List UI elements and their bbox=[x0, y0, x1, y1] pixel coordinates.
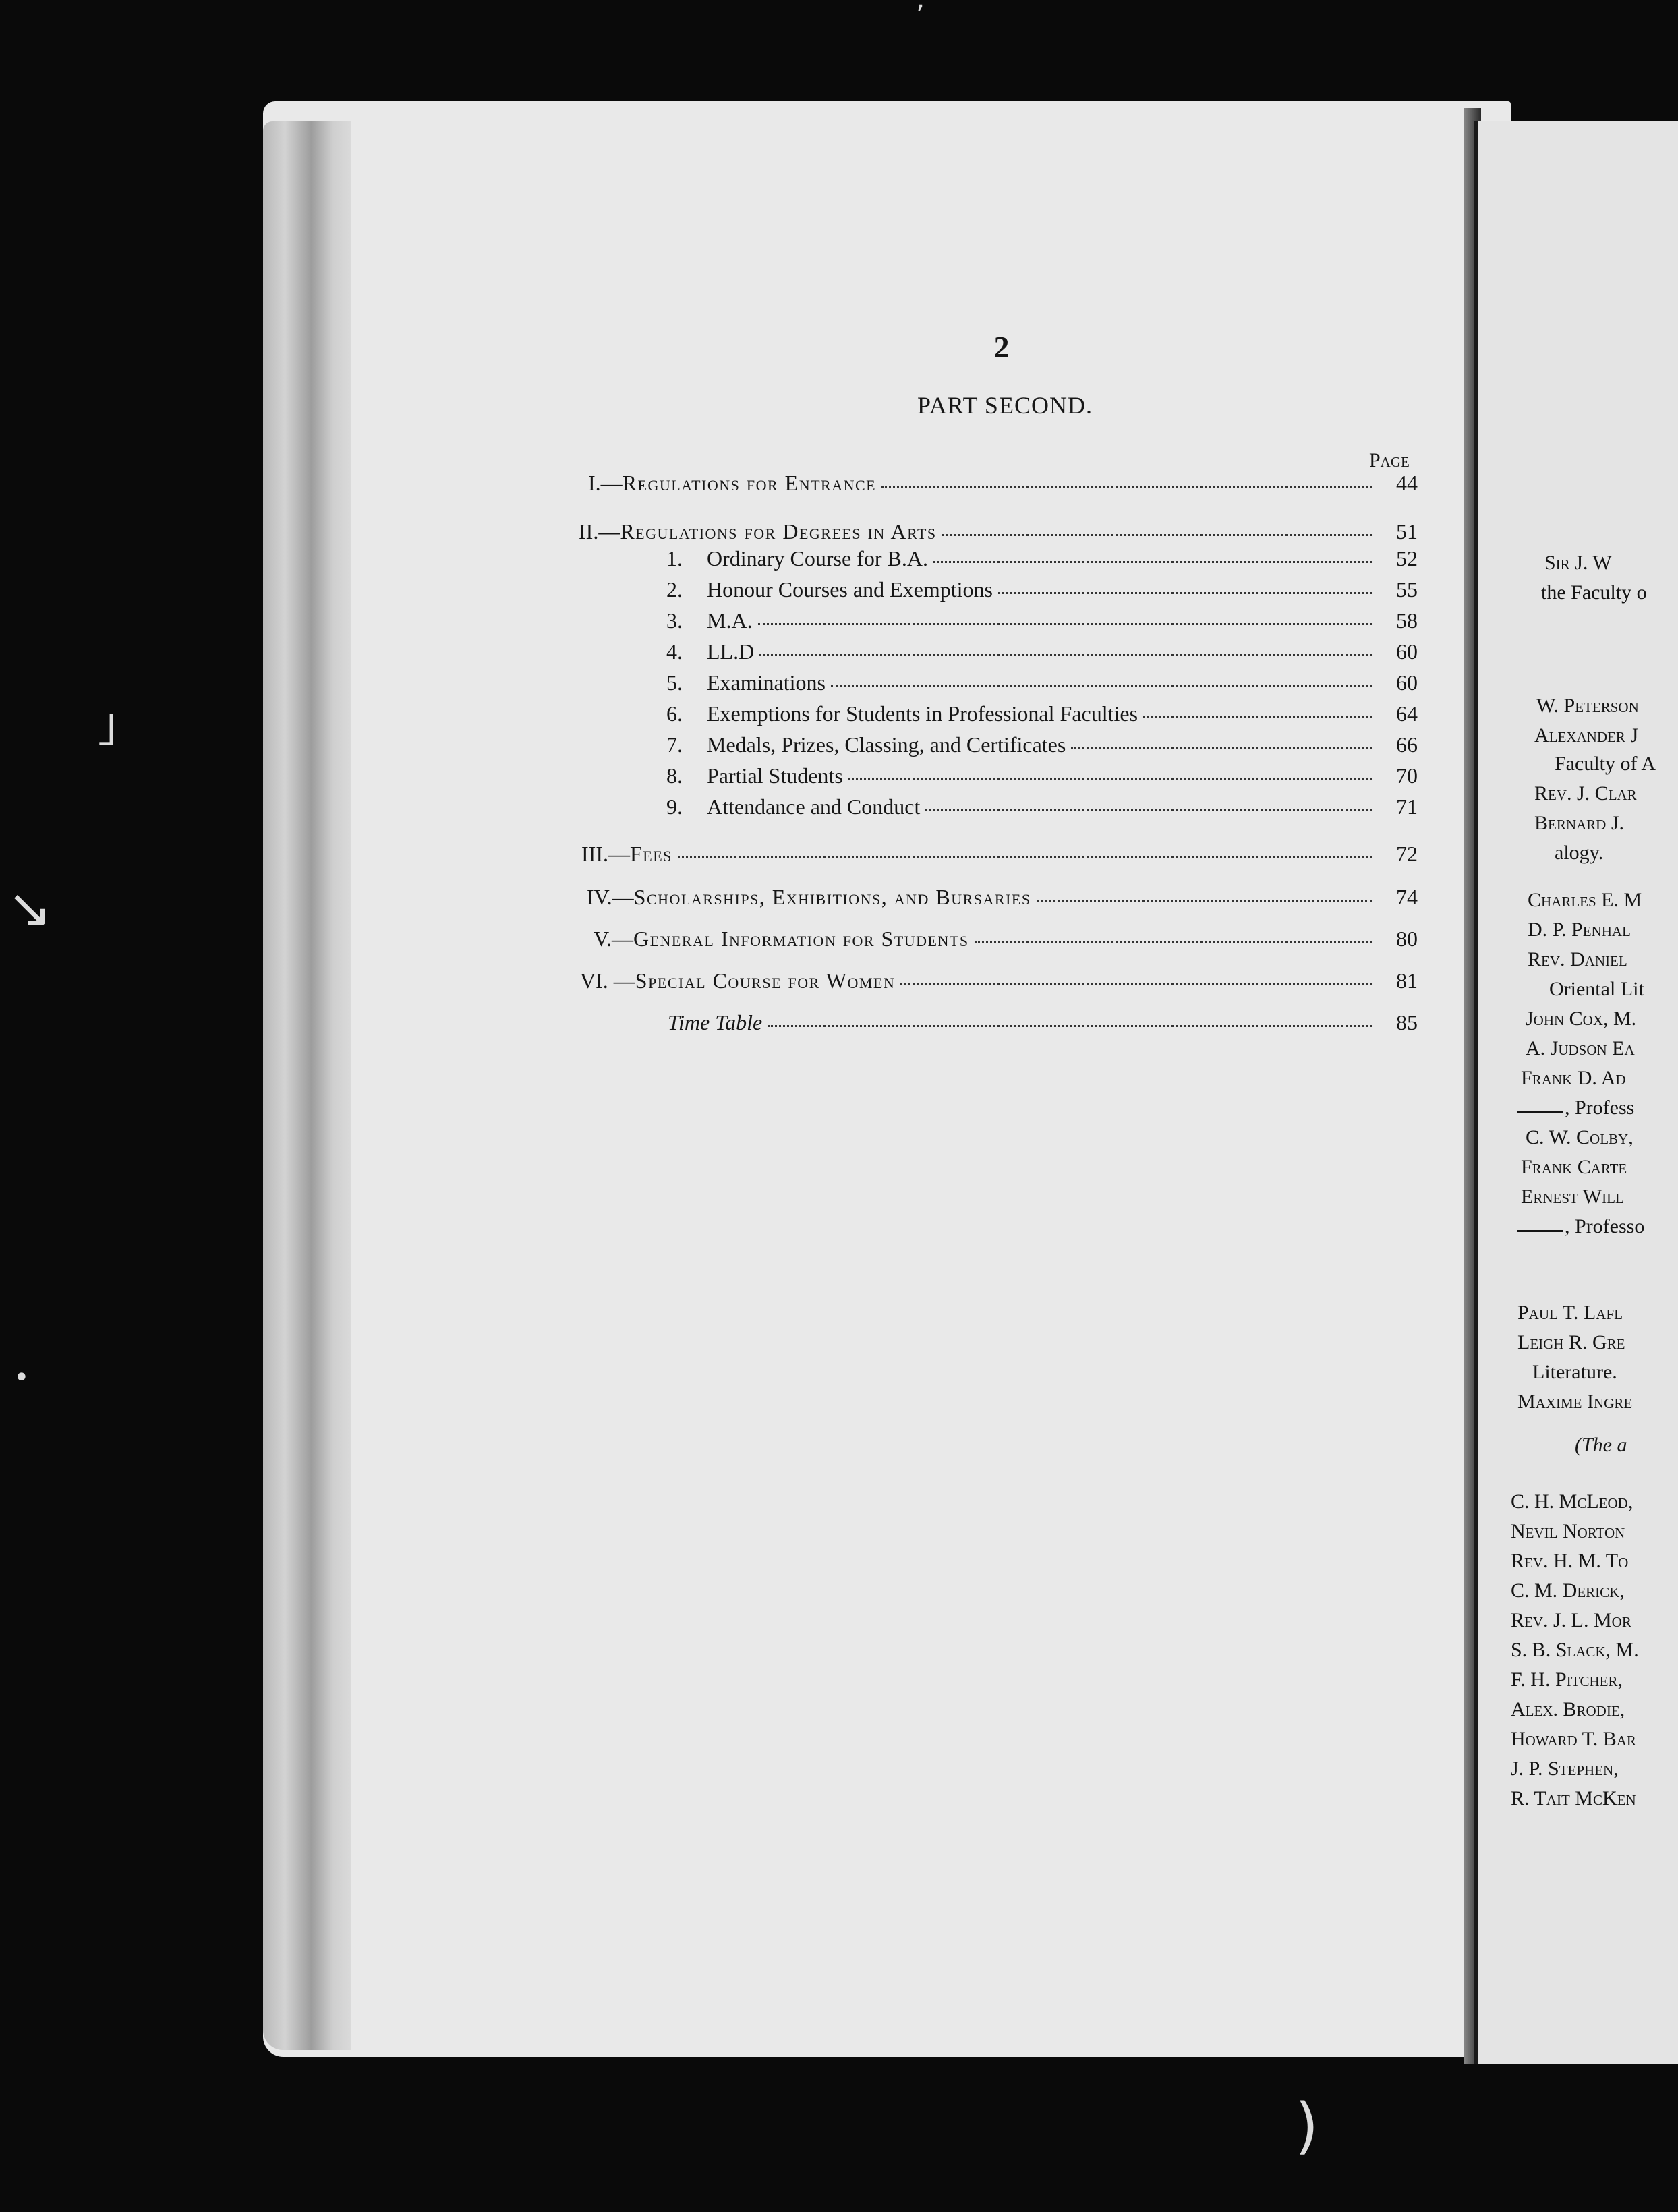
right-page-line: D. P. Penhal bbox=[1528, 919, 1631, 941]
scan-artifact: ) bbox=[1295, 2091, 1319, 2161]
toc-entry-label: LL.D bbox=[707, 639, 755, 664]
toc-entry-label: Examinations bbox=[707, 670, 826, 695]
toc-entry-page: 52 bbox=[1396, 546, 1418, 571]
toc-entry-page: 71 bbox=[1396, 794, 1418, 819]
right-page-line: Rev. Daniel bbox=[1528, 948, 1627, 970]
dash-line bbox=[1517, 1111, 1563, 1113]
toc-entry-label: Exemptions for Students in Professional Faculties bbox=[707, 701, 1138, 726]
right-page-line: Rev. J. Clar bbox=[1534, 782, 1637, 805]
toc-entry-page: 74 bbox=[1396, 885, 1418, 909]
toc-entry-number: 3. bbox=[666, 608, 683, 633]
dot-leader bbox=[678, 856, 1372, 858]
toc-entry-label: Regulations for Entrance bbox=[622, 471, 877, 495]
dot-leader bbox=[758, 623, 1372, 625]
toc-entry-page: 51 bbox=[1396, 519, 1418, 544]
toc-entry-number: 6. bbox=[666, 701, 683, 726]
toc-entry bbox=[666, 639, 1418, 664]
toc-entry-number: 7. bbox=[666, 732, 683, 757]
section-heading: PART SECOND. bbox=[917, 392, 1093, 419]
right-page-line: alogy. bbox=[1555, 842, 1604, 864]
toc-entry-number: 2. bbox=[666, 577, 683, 602]
toc-entry bbox=[594, 927, 1418, 952]
toc-entry bbox=[666, 701, 1418, 726]
right-page-line: Alex. Brodie, bbox=[1511, 1698, 1625, 1720]
dot-leader bbox=[1071, 747, 1372, 749]
right-page-line: Rev. J. L. Mor bbox=[1511, 1609, 1631, 1631]
right-page-line: Paul T. Lafl bbox=[1517, 1302, 1623, 1324]
right-page-line: (The a bbox=[1575, 1434, 1627, 1456]
right-page-line: the Faculty o bbox=[1541, 581, 1647, 604]
toc-entry-page: 66 bbox=[1396, 732, 1418, 757]
right-page-line: , Professo bbox=[1565, 1215, 1645, 1238]
scan-artifact: ˩ bbox=[94, 701, 118, 757]
toc-entry-number: III.— bbox=[581, 842, 630, 866]
dot-leader bbox=[933, 561, 1372, 563]
dash-line bbox=[1517, 1230, 1563, 1232]
toc-entry-page: 72 bbox=[1396, 842, 1418, 866]
right-page-line: Ernest Will bbox=[1521, 1186, 1624, 1208]
right-page-line: A. Judson Ea bbox=[1526, 1037, 1635, 1059]
toc-entry bbox=[580, 968, 1418, 993]
right-page-line: Rev. H. M. To bbox=[1511, 1550, 1629, 1572]
toc-entry-label: Partial Students bbox=[707, 763, 843, 788]
toc-entry bbox=[666, 763, 1418, 788]
toc-entry-number: 1. bbox=[666, 546, 683, 571]
right-page-line: F. H. Pitcher, bbox=[1511, 1668, 1623, 1691]
toc-entry-label: Medals, Prizes, Classing, and Certificates bbox=[707, 732, 1066, 757]
page-column-label: Page bbox=[1369, 449, 1410, 471]
right-page-line: Alexander J bbox=[1534, 724, 1638, 747]
toc-entry-label: Honour Courses and Exemptions bbox=[707, 577, 993, 602]
toc-entry-number: IV.— bbox=[587, 885, 634, 909]
right-page-line: C. H. McLeod, bbox=[1511, 1490, 1633, 1513]
toc-entry-label: Time Table bbox=[668, 1010, 763, 1035]
toc-entry-page: 64 bbox=[1396, 701, 1418, 726]
right-page-line: Maxime Ingre bbox=[1517, 1391, 1633, 1413]
toc-entry-label: Special Course for Women bbox=[635, 968, 896, 993]
right-page-line: Sir J. W bbox=[1544, 552, 1612, 574]
toc-entry bbox=[666, 794, 1418, 819]
right-page-line: Nevil Norton bbox=[1511, 1520, 1625, 1542]
toc-entry-page: 60 bbox=[1396, 670, 1418, 695]
toc-entry bbox=[587, 885, 1418, 910]
scan-artifact: • bbox=[13, 1362, 30, 1393]
right-page-line: Frank Carte bbox=[1521, 1156, 1627, 1178]
dot-leader bbox=[759, 654, 1372, 656]
right-page-line: C. W. Colby, bbox=[1526, 1126, 1633, 1148]
right-page-line: Bernard J. bbox=[1534, 812, 1625, 834]
dot-leader bbox=[1143, 716, 1372, 718]
toc-entry-page: 60 bbox=[1396, 639, 1418, 664]
dot-leader bbox=[925, 809, 1372, 811]
right-page-line: John Cox, M. bbox=[1526, 1008, 1637, 1030]
toc-entry bbox=[668, 1010, 1418, 1035]
toc-entry-number: V.— bbox=[594, 927, 633, 951]
right-page-line: J. P. Stephen, bbox=[1511, 1757, 1619, 1780]
right-page-line: Howard T. Bar bbox=[1511, 1728, 1636, 1750]
dot-leader bbox=[768, 1025, 1372, 1027]
right-page-line: Literature. bbox=[1532, 1361, 1617, 1383]
dot-leader bbox=[998, 592, 1372, 594]
right-page-line: , Profess bbox=[1565, 1097, 1635, 1119]
toc-entry-label: Attendance and Conduct bbox=[707, 794, 921, 819]
toc-entry bbox=[666, 608, 1418, 633]
toc-entry-page: 55 bbox=[1396, 577, 1418, 602]
toc-entry-page: 70 bbox=[1396, 763, 1418, 788]
toc-entry-label: Ordinary Course for B.A. bbox=[707, 546, 928, 571]
toc-entry-number: VI. — bbox=[580, 968, 635, 993]
toc-entry-number: 4. bbox=[666, 639, 683, 664]
toc-entry bbox=[588, 471, 1418, 496]
toc-entry-page: 85 bbox=[1396, 1010, 1418, 1035]
dot-leader bbox=[881, 486, 1372, 488]
toc-entry bbox=[666, 546, 1418, 571]
dot-leader bbox=[942, 534, 1372, 536]
right-page-line: Faculty of A bbox=[1555, 753, 1656, 775]
toc-entry-number: 8. bbox=[666, 763, 683, 788]
scan-artifact: ʼ bbox=[916, 0, 925, 31]
toc-entry-page: 81 bbox=[1396, 968, 1418, 993]
right-page-line: Oriental Lit bbox=[1549, 978, 1644, 1000]
toc-entry-label: Fees bbox=[629, 842, 672, 866]
right-page-line: Leigh R. Gre bbox=[1517, 1331, 1625, 1354]
toc-entry-number: 5. bbox=[666, 670, 683, 695]
toc-entry-page: 58 bbox=[1396, 608, 1418, 633]
toc-entry-label: M.A. bbox=[707, 608, 753, 633]
toc-entry-label: General Information for Students bbox=[633, 927, 969, 951]
toc-entry bbox=[666, 577, 1418, 602]
toc-entry-page: 80 bbox=[1396, 927, 1418, 951]
right-page-line: Frank D. Ad bbox=[1521, 1067, 1626, 1089]
toc-entry bbox=[581, 842, 1418, 867]
toc-entry-label: Regulations for Degrees in Arts bbox=[620, 519, 937, 544]
toc-entry-number: I.— bbox=[588, 471, 623, 495]
toc-entry-number: II.— bbox=[579, 519, 620, 544]
right-page-line: W. Peterson bbox=[1536, 695, 1639, 717]
right-page-line: C. M. Derick, bbox=[1511, 1579, 1625, 1602]
page-number: 2 bbox=[993, 330, 1010, 364]
right-page-line: Charles E. M bbox=[1528, 889, 1642, 911]
page-binding-edge bbox=[263, 121, 351, 2050]
toc-entry bbox=[579, 519, 1418, 544]
dot-leader bbox=[975, 941, 1372, 943]
toc-entry-number: 9. bbox=[666, 794, 683, 819]
toc-entry-label: Scholarships, Exhibitions, and Bursaries bbox=[633, 885, 1031, 909]
toc-entry bbox=[666, 732, 1418, 757]
dot-leader bbox=[848, 778, 1372, 780]
right-page-line: S. B. Slack, M. bbox=[1511, 1639, 1639, 1661]
dot-leader bbox=[900, 983, 1372, 985]
dot-leader bbox=[831, 685, 1372, 687]
dot-leader bbox=[1037, 900, 1372, 902]
toc-entry-page: 44 bbox=[1396, 471, 1418, 495]
scan-artifact: ↘ bbox=[7, 877, 53, 939]
right-page-line: R. Tait McKen bbox=[1511, 1787, 1636, 1809]
toc-entry bbox=[666, 670, 1418, 695]
